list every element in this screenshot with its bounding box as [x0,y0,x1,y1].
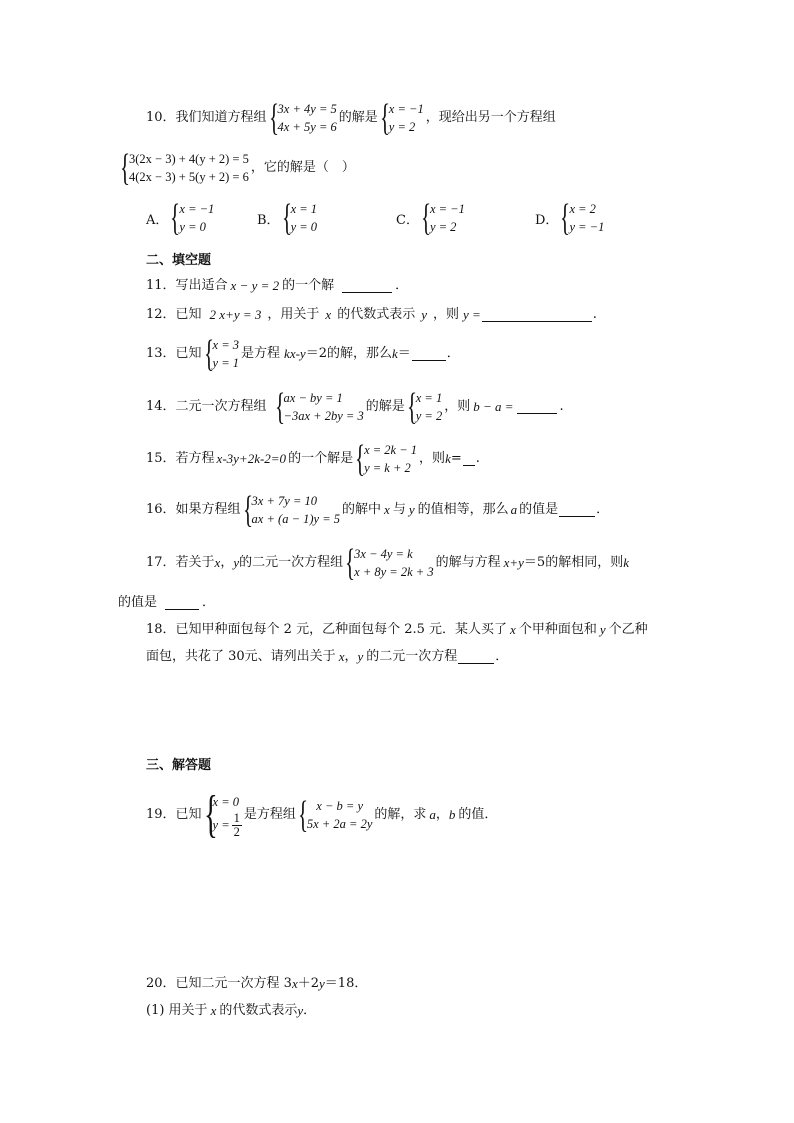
q16-mid2: 与 [392,502,406,517]
q12-var3: y = [463,307,481,322]
q19-end: 的值． [458,807,498,822]
q18-answer-blank[interactable] [458,651,494,664]
q12-answer-blank[interactable] [482,309,592,322]
q10-solution [380,99,424,137]
q18-line1 [146,622,648,638]
q19 [146,785,497,845]
option-line: y = −1 [569,220,605,234]
q18-line1b: 个甲种面包和 [518,622,597,637]
q14-mid2: ，则 [444,399,471,414]
q17-var-y: y [233,555,240,570]
q15-var: k [445,451,451,466]
q13-expr: kx-y [284,346,306,361]
q11 [146,278,408,294]
q10-system1 [269,99,337,137]
q12-end: . [592,307,597,322]
q15-expr: x-3y+2k-2=0 [216,451,287,466]
q17-line1 [146,543,629,583]
option-line: x = −1 [429,202,465,216]
brace-icon: { [203,786,218,843]
q16-mid3: 的值相等，那么 [417,502,509,517]
q18-var-y2: y [357,649,364,664]
q13-prefix: 13．已知 [146,346,202,361]
brace-icon: { [560,197,571,239]
q18-line2a: 面包，共花了 30元、请列出关于 [146,649,336,664]
q17-comma: ， [220,555,234,570]
q16-var-x: x [384,502,390,517]
q18-var-x: x [510,622,516,637]
brace-icon: { [281,197,292,239]
q15-sol-x: x = 2k − 1 [364,443,418,457]
q13-mid: 是方程 [241,346,281,361]
q15-sol-y: y = k + 2 [364,461,411,475]
section-heading-answer: 三、解答题 [146,758,212,773]
q13-mid3: ＝ [397,346,411,361]
q10-prefix: 10．我们知道方程组 [146,110,267,125]
q14-sol-x: x = 1 [415,391,443,405]
q20-mid: ＋2 [297,976,320,991]
q11-prefix: 11．写出适合 [146,278,228,293]
brace-icon: { [345,542,356,584]
q13-sys-x: x = 3 [212,338,240,352]
q18-end: ． [495,649,509,664]
q19-var-b: b [448,807,456,822]
q14-expr: b − a = [473,399,514,414]
q16-end: ． [596,502,610,517]
q14-sys-eq2: −3ax + 2by = 3 [283,409,364,423]
q10-option-b[interactable] [257,199,319,237]
option-label: A． [146,212,169,228]
q13-var: k [391,346,398,361]
q17-var-k: k [623,555,629,570]
q20-1-prefix: (1) 用关于 [146,1003,208,1018]
q10-option-d[interactable] [535,199,606,237]
q19-sol-y: y = [212,818,230,832]
q14-prefix: 14．二元一次方程组 [146,399,267,414]
q10-sys2-eq1: 3(2x − 3) + 4(y + 2) = 5 [129,152,249,166]
brace-icon: { [355,438,366,480]
q17-end: ． [202,595,216,610]
q17-line2 [118,595,215,611]
q15-end: . [475,451,480,466]
q16-var-a: a [510,502,518,517]
q19-mid2: 的解，求 [374,807,427,822]
option-line: y = 0 [179,220,206,234]
q15-mid3: = [450,451,462,466]
q10-suffix: ，现给出另一个方程组 [425,110,556,125]
q10-option-a[interactable] [146,199,216,237]
q20-prefix: 20．已知二元一次方程 3 [146,976,292,991]
q20-1-var-y: y [297,1003,304,1018]
q12-mid2: 的代数式表示 [337,307,416,322]
brace-icon: { [297,794,308,836]
q13-end: ． [446,346,460,361]
q10-line1 [146,98,556,138]
q16-var-y: y [408,502,415,517]
q13 [146,334,460,374]
option-line: x = −1 [179,202,215,216]
q18-comma: ， [344,649,358,664]
q17-mid: 的二元一次方程组 [239,555,344,570]
q19-fraction [232,812,242,839]
brace-icon: { [268,97,279,139]
q17-answer-blank[interactable] [165,597,199,610]
q17-sys-eq2: x + 8y = 2k + 3 [354,565,434,579]
q16 [146,490,609,530]
q20-1-var-x: x [210,1003,217,1018]
q16-prefix: 16．如果方程组 [146,502,241,517]
q17-mid3: ＝5的解相同，则 [523,555,624,570]
q12 [146,307,597,323]
q18-line2b: 的二元一次方程 [366,649,458,664]
brace-icon: { [203,333,214,375]
q15-mid: 的一个解是 [288,451,354,466]
brace-icon: { [242,489,253,531]
q18-line1c: 个乙种 [608,622,648,637]
fraction-denominator: 2 [233,824,240,839]
q17-expr: x+y [503,555,524,570]
q12-var: x [325,307,332,322]
q10-system2 [120,149,249,187]
q17-prefix: 17．若关于 [146,555,215,570]
q12-mid3: ，则 [432,307,459,322]
q17-sys-eq1: 3x − 4y = k [354,547,413,561]
q11-suffix: 的一个解 [282,278,335,293]
brace-icon: { [379,97,390,139]
q12-prefix: 12．已知 [146,307,202,322]
fraction-numerator: 1 [233,810,240,825]
q11-answer-blank[interactable] [342,280,392,293]
q18-var-x2: x [338,649,345,664]
q12-mid: ，用关于 [267,307,320,322]
q20-part1 [146,1003,316,1019]
q20-var-x: x [291,976,298,991]
q14-answer-blank[interactable] [517,401,557,414]
option-label: C． [396,212,419,228]
q11-end: ． [395,278,409,293]
q14-end: . [559,399,564,414]
option-label: D． [535,212,559,228]
section-heading-fill-blank: 二、填空题 [146,253,212,268]
q11-expr: x − y = 2 [230,278,280,293]
q16-answer-blank[interactable] [559,504,595,517]
q10-mid: 的解是 [338,110,378,125]
q20-1-end: ． [303,1003,317,1018]
q17-mid2: 的解与方程 [435,555,501,570]
q20-1-mid: 的代数式表示 [219,1003,298,1018]
q20-var-y: y [319,976,325,991]
q10-suffix2: ，它的解是（ ） [250,160,355,175]
q19-sol-x: x = 0 [212,794,240,809]
q19-comma: ， [435,807,449,822]
q10-sol-x: x = −1 [388,102,424,116]
brace-icon: { [274,386,285,428]
q17-line2-text: 的值是 [118,595,158,610]
q12-var2: y [421,307,427,322]
q18-var-y: y [599,622,606,637]
q19-sys-eq1: x − b = y [316,799,364,813]
q10-sol-y: y = 2 [388,120,416,134]
brace-icon: { [406,386,417,428]
q15-mid2: ，则 [419,451,446,466]
q16-mid4: 的值是 [519,502,559,517]
q13-answer-blank[interactable] [412,348,446,361]
brace-icon: { [170,197,181,239]
q19-prefix: 19．已知 [146,807,202,822]
q10-sys1-eq2: 4x + 5y = 6 [277,120,337,134]
brace-icon: { [120,147,131,189]
q15-prefix: 15．若方程 [146,451,215,466]
option-line: y = 0 [290,220,318,234]
q14-mid: 的解是 [365,399,405,414]
q13-mid2: ＝2的解，那么 [305,346,392,361]
q14-sys-eq1: ax − by = 1 [283,391,343,405]
q19-mid: 是方程组 [243,807,296,822]
q18-line1a: 18．已知甲种面包每个 2 元，乙种面包每个 2.5 元．某人买了 [146,622,508,637]
option-line: x = 1 [290,202,318,216]
q16-sys-eq2: ax + (a − 1)y = 5 [251,512,341,526]
q10-sys1-eq1: 3x + 4y = 5 [277,102,337,116]
q17-var-x: x [214,555,221,570]
q16-sys-eq1: 3x + 7y = 10 [251,494,318,508]
q20 [146,976,367,992]
q12-expr: 2 x+y = 3 [209,307,262,322]
q10-line2 [118,148,355,188]
q10-option-c[interactable] [396,199,467,237]
q14 [146,387,564,427]
q15 [146,439,480,479]
q19-sys-eq2: 5x + 2a = 2y [306,817,373,831]
q19-var-a: a [429,807,436,822]
q14-sol-y: y = 2 [415,409,443,423]
q10-sys2-eq2: 4(2x − 3) + 5(y + 2) = 6 [129,170,249,184]
option-line: x = 2 [569,202,596,216]
q16-mid: 的解中 [342,502,382,517]
q15-answer-blank[interactable] [463,453,475,466]
option-label: B． [257,212,280,228]
q20-end: ＝18． [324,976,368,991]
option-line: y = 2 [429,220,457,234]
q18-line2 [146,649,508,665]
brace-icon: { [420,197,431,239]
q13-sys-y: y = 1 [212,356,240,370]
